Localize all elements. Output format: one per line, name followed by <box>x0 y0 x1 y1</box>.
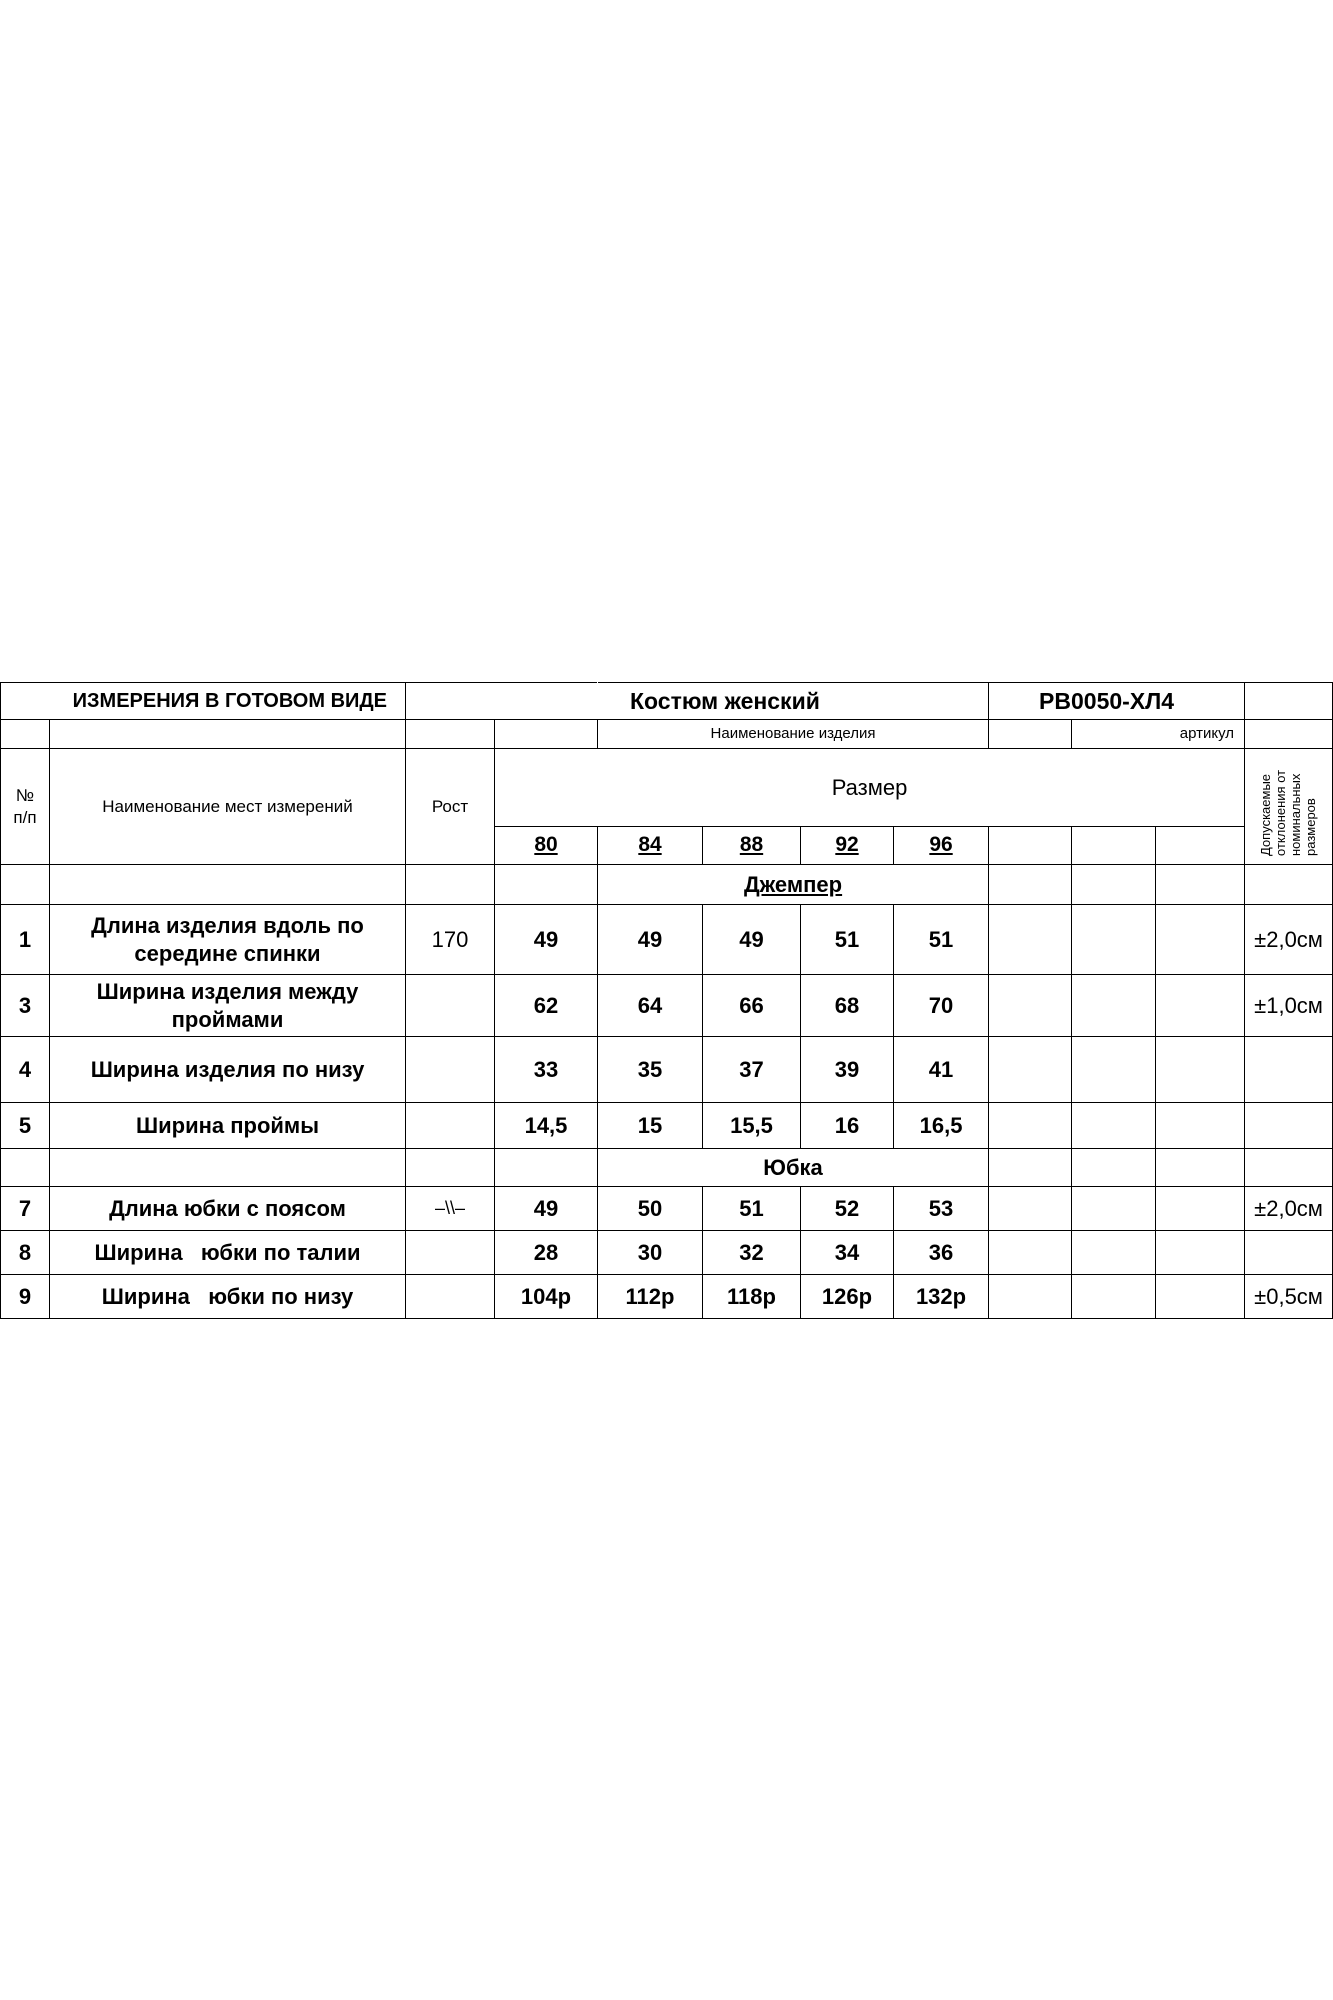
row-value: 35 <box>598 1037 703 1103</box>
row-name: Ширина проймы <box>50 1103 406 1149</box>
row-value: 49 <box>598 905 703 975</box>
row-name: Длина юбки с поясом <box>50 1187 406 1231</box>
row-value: 32 <box>703 1231 801 1275</box>
product-name-caption: Наименование изделия <box>598 720 989 749</box>
col-size-header: Размер <box>495 749 1245 827</box>
row-value: 112р <box>598 1275 703 1319</box>
measurement-table <box>0 682 1333 1319</box>
row-tolerance: ±2,0см <box>1245 905 1333 975</box>
size-92: 92 <box>801 827 894 865</box>
row-height <box>406 1231 495 1275</box>
product-name: Костюм женский <box>598 683 989 720</box>
row-value: 70 <box>894 975 989 1037</box>
row-value: 132р <box>894 1275 989 1319</box>
row-num: 1 <box>1 905 50 975</box>
table-row <box>1 1187 1333 1231</box>
row-value: 62 <box>495 975 598 1037</box>
size-96: 96 <box>894 827 989 865</box>
tolerance-header-text: Допускаемые отклонения от номинальных размеров <box>1257 769 1318 856</box>
row-name: Ширина юбки по талии <box>50 1231 406 1275</box>
row-value: 49 <box>703 905 801 975</box>
row-tolerance <box>1245 1231 1333 1275</box>
section-row <box>1 865 1333 905</box>
col-tolerance-header <box>1245 749 1333 865</box>
title-row <box>1 683 1333 720</box>
row-value: 41 <box>894 1037 989 1103</box>
row-height <box>406 975 495 1037</box>
row-value: 16 <box>801 1103 894 1149</box>
row-name: Ширина изделия между проймами <box>50 975 406 1037</box>
row-value: 15 <box>598 1103 703 1149</box>
row-value: 118р <box>703 1275 801 1319</box>
row-num: 7 <box>1 1187 50 1231</box>
row-value: 30 <box>598 1231 703 1275</box>
row-value: 33 <box>495 1037 598 1103</box>
row-value: 37 <box>703 1037 801 1103</box>
row-name: Ширина изделия по низу <box>50 1037 406 1103</box>
row-tolerance <box>1245 1103 1333 1149</box>
col-measure-header: Наименование мест измерений <box>50 749 406 865</box>
row-height <box>406 1037 495 1103</box>
row-value: 50 <box>598 1187 703 1231</box>
section-title-jumper: Джемпер <box>598 865 989 905</box>
table-row <box>1 975 1333 1037</box>
row-num: 5 <box>1 1103 50 1149</box>
row-value: 15,5 <box>703 1103 801 1149</box>
row-name: Длина изделия вдоль по середине спинки <box>50 905 406 975</box>
row-value: 36 <box>894 1231 989 1275</box>
row-value: 68 <box>801 975 894 1037</box>
row-value: 51 <box>894 905 989 975</box>
row-height: –\\– <box>406 1187 495 1231</box>
row-value: 16,5 <box>894 1103 989 1149</box>
row-value: 66 <box>703 975 801 1037</box>
row-value: 34 <box>801 1231 894 1275</box>
article-caption: артикул <box>1072 720 1245 749</box>
table-row <box>1 905 1333 975</box>
row-value: 49 <box>495 1187 598 1231</box>
row-value: 49 <box>495 905 598 975</box>
row-num: 9 <box>1 1275 50 1319</box>
table-row <box>1 1103 1333 1149</box>
size-88: 88 <box>703 827 801 865</box>
row-value: 14,5 <box>495 1103 598 1149</box>
row-value: 51 <box>703 1187 801 1231</box>
section-title: ИЗМЕРЕНИЯ В ГОТОВОМ ВИДЕ <box>1 683 406 720</box>
row-value: 52 <box>801 1187 894 1231</box>
row-tolerance: ±2,0см <box>1245 1187 1333 1231</box>
measurement-sheet <box>0 682 1333 1320</box>
row-tolerance <box>1245 1037 1333 1103</box>
table-row <box>1 1275 1333 1319</box>
row-height <box>406 1103 495 1149</box>
row-tolerance: ±1,0см <box>1245 975 1333 1037</box>
section-title-skirt: Юбка <box>598 1149 989 1187</box>
col-num-header: № п/п <box>1 749 50 865</box>
row-num: 4 <box>1 1037 50 1103</box>
header-row <box>1 749 1333 827</box>
caption-row <box>1 720 1333 749</box>
section-row <box>1 1149 1333 1187</box>
row-tolerance: ±0,5см <box>1245 1275 1333 1319</box>
row-value: 104р <box>495 1275 598 1319</box>
row-value: 53 <box>894 1187 989 1231</box>
row-value: 126р <box>801 1275 894 1319</box>
row-value: 28 <box>495 1231 598 1275</box>
col-height-header: Рост <box>406 749 495 865</box>
table-row <box>1 1231 1333 1275</box>
row-name: Ширина юбки по низу <box>50 1275 406 1319</box>
row-height: 170 <box>406 905 495 975</box>
row-num: 3 <box>1 975 50 1037</box>
table-row <box>1 1037 1333 1103</box>
article-number: РВ0050-ХЛ4 <box>989 683 1245 720</box>
row-num: 8 <box>1 1231 50 1275</box>
row-value: 39 <box>801 1037 894 1103</box>
row-value: 51 <box>801 905 894 975</box>
row-value: 64 <box>598 975 703 1037</box>
row-height <box>406 1275 495 1319</box>
size-80: 80 <box>495 827 598 865</box>
size-84: 84 <box>598 827 703 865</box>
